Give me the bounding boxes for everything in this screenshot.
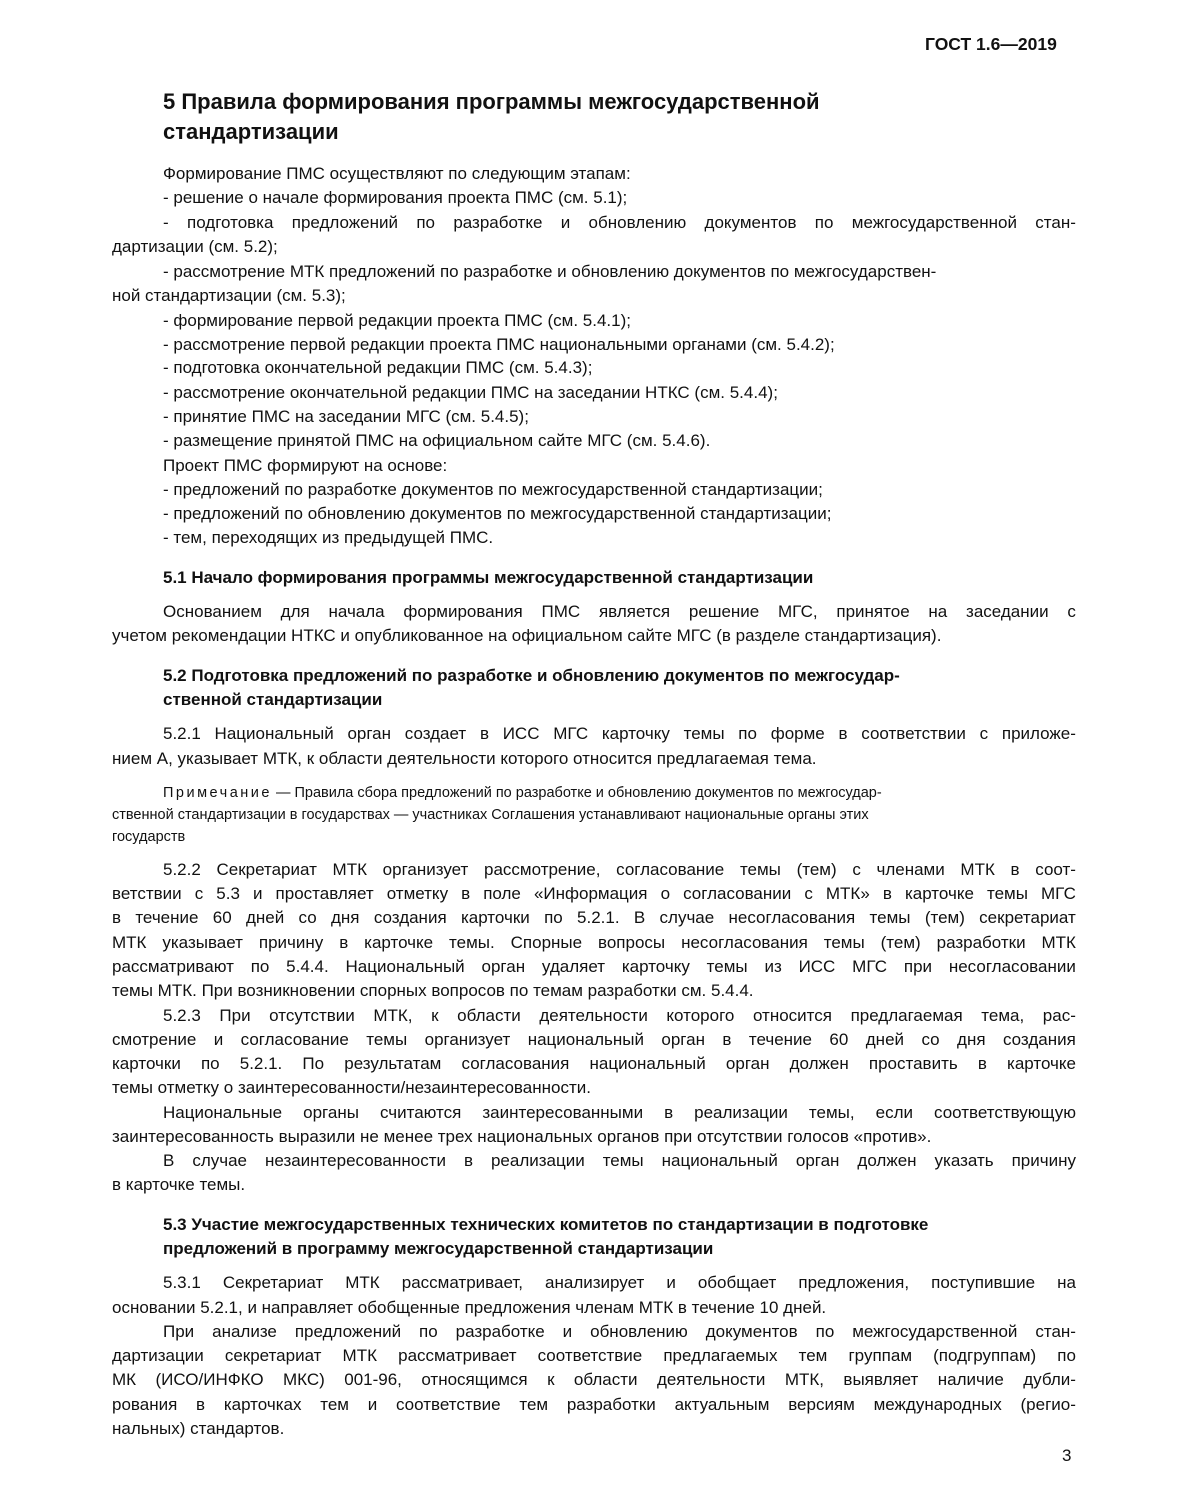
paragraph-line: учетом рекомендации НТКС и опубликованное на официальном сайте МГС (в разделе стандартизация). bbox=[112, 626, 942, 645]
list-item: - предложений по разработке документов по межгосударственной стандартизации; bbox=[163, 480, 823, 499]
paragraph-line: основании 5.2.1, и направляет обобщенные предложения членам МТК в течение 10 дней. bbox=[112, 1298, 827, 1317]
paragraph-line: нальных) стандартов. bbox=[112, 1419, 285, 1438]
paragraph-line: карточки по 5.2.1. По результатам согласования национальный орган должен проставить в карточке bbox=[112, 1054, 1076, 1073]
list-item: - решение о начале формирования проекта ПМС (см. 5.1); bbox=[163, 188, 628, 207]
paragraph-line: В случае незаинтересованности в реализации темы национальный орган должен указать причину bbox=[163, 1151, 1076, 1170]
paragraph-line: темы МТК. При возникновении спорных вопросов по темам разработки см. 5.4.4. bbox=[112, 981, 754, 1000]
list-item: - предложений по обновлению документов по межгосударственной стандартизации; bbox=[163, 504, 832, 523]
section-title-line1: 5 Правила формирования программы межгосударственной bbox=[163, 89, 820, 114]
list-item: - формирование первой редакции проекта ПМС (см. 5.4.1); bbox=[163, 311, 631, 330]
paragraph-line: рассматривают по 5.4.4. Национальный орган удаляет карточку темы из ИСС МГС при несогласовании bbox=[112, 957, 1076, 976]
subsection-title-line1: 5.2 Подготовка предложений по разработке и обновлению документов по межгосудар- bbox=[163, 666, 900, 685]
paragraph: Проект ПМС формируют на основе: bbox=[163, 456, 448, 475]
list-item: - подготовка предложений по разработке и обновлению документов по межгосударственной стан- bbox=[163, 213, 1076, 232]
subsection-title-line2: ственной стандартизации bbox=[163, 690, 383, 709]
list-item-continuation: дартизации (см. 5.2); bbox=[112, 237, 278, 256]
paragraph-line: рования в карточках тем и соответствие тем разработки актуальным версиям международных (регио- bbox=[112, 1395, 1076, 1414]
section-title-line2: стандартизации bbox=[163, 119, 339, 144]
paragraph-line: 5.3.1 Секретариат МТК рассматривает, анализирует и обобщает предложения, поступившие на bbox=[163, 1273, 1076, 1292]
paragraph-line: 5.2.1 Национальный орган создает в ИСС МГС карточку темы по форме в соответствии с приложе- bbox=[163, 724, 1076, 743]
note-line: государств bbox=[112, 829, 186, 845]
list-item-continuation: ной стандартизации (см. 5.3); bbox=[112, 286, 346, 305]
paragraph-line: в карточке темы. bbox=[112, 1175, 246, 1194]
list-item: - подготовка окончательной редакции ПМС (см. 5.4.3); bbox=[163, 358, 593, 377]
paragraph-line: нием А, указывает МТК, к области деятельности которого относится предлагаемая тема. bbox=[112, 749, 817, 768]
subsection-title-line1: 5.3 Участие межгосударственных технических комитетов по стандартизации в подготовке bbox=[163, 1215, 929, 1234]
list-item: - рассмотрение МТК предложений по разработке и обновлению документов по межгосударствен- bbox=[163, 262, 937, 281]
paragraph-line: 5.2.3 При отсутствии МТК, к области деятельности которого относится предлагаемая тема, рас- bbox=[163, 1006, 1076, 1025]
list-item: - размещение принятой ПМС на официальном сайте МГС (см. 5.4.6). bbox=[163, 431, 711, 450]
paragraph-line: в течение 60 дней со дня создания карточки по 5.2.1. В случае несогласования темы (тем) секретариат bbox=[112, 908, 1076, 927]
note-text: — Правила сбора предложений по разработке и обновлению документов по межгосудар- bbox=[271, 785, 882, 801]
list-item: - принятие ПМС на заседании МГС (см. 5.4.5); bbox=[163, 407, 529, 426]
paragraph-line: 5.2.2 Секретариат МТК организует рассмотрение, согласование темы (тем) с членами МТК в соот- bbox=[163, 860, 1076, 879]
paragraph-line: ветствии с 5.3 и проставляет отметку в поле «Информация о согласовании с МТК» в карточке темы МГС bbox=[112, 884, 1076, 903]
paragraph-line: При анализе предложений по разработке и обновлению документов по межгосударственной стан- bbox=[163, 1322, 1076, 1341]
paragraph-line: темы отметку о заинтересованности/незаинтересованности. bbox=[112, 1078, 591, 1097]
paragraph: Формирование ПМС осуществляют по следующим этапам: bbox=[163, 164, 631, 183]
list-item: - рассмотрение окончательной редакции ПМС на заседании НТКС (см. 5.4.4); bbox=[163, 383, 778, 402]
subsection-title: 5.1 Начало формирования программы межгосударственной стандартизации bbox=[163, 568, 814, 587]
list-item: - рассмотрение первой редакции проекта ПМС национальными органами (см. 5.4.2); bbox=[163, 335, 835, 354]
note-line: ственной стандартизации в государствах — участниках Соглашения устанавливают национальные органы этих bbox=[112, 807, 869, 823]
note-line bbox=[163, 782, 882, 804]
paragraph-line: МК (ИСО/ИНФКО МКС) 001-96, относящимся к области деятельности МТК, выявляет наличие дубли- bbox=[112, 1370, 1076, 1389]
subsection-title-line2: предложений в программу межгосударственной стандартизации bbox=[163, 1239, 714, 1258]
paragraph-line: Основанием для начала формирования ПМС является решение МГС, принятое на заседании с bbox=[163, 602, 1076, 621]
paragraph-line: дартизации секретариат МТК рассматривает соответствие предлагаемых тем группам (подгруппам) по bbox=[112, 1346, 1076, 1365]
paragraph-line: МТК указывает причину в карточке темы. Спорные вопросы несогласования темы (тем) разработки МТК bbox=[112, 933, 1076, 952]
document-header: ГОСТ 1.6—2019 bbox=[925, 34, 1057, 54]
paragraph-line: смотрение и согласование темы организует национальный орган в течение 60 дней со дня создания bbox=[112, 1030, 1076, 1049]
paragraph-line: заинтересованность выразили не менее трех национальных органов при отсутствии голосов «против». bbox=[112, 1127, 932, 1146]
paragraph-line: Национальные органы считаются заинтересованными в реализации темы, если соответствующую bbox=[163, 1103, 1076, 1122]
list-item: - тем, переходящих из предыдущей ПМС. bbox=[163, 528, 494, 547]
note-label: Примечание bbox=[163, 785, 272, 801]
page-number: 3 bbox=[1062, 1446, 1072, 1465]
